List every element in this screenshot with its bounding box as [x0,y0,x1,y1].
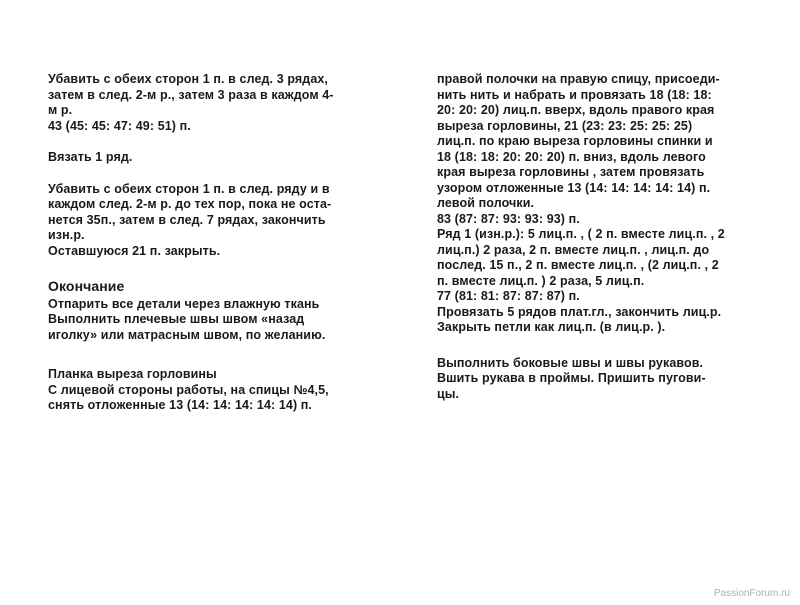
text-line: С лицевой стороны работы, на спицы №4,5, [48,382,329,397]
text-line: цы. [437,386,460,401]
text-line: Закрыть петли как лиц.п. (в лиц.р. ). [437,320,666,334]
section-subheading: Планка выреза горловины [48,367,217,381]
text-line: Отпарить все детали через влажную ткань [48,296,320,311]
paragraph-knit-row [48,150,393,166]
text-line: Убавить с обеих сторон 1 п. в след. ряду и в [48,181,330,196]
text-line: Оставшуюся 21 п. закрыть. [48,243,221,258]
section-heading: Окончание [48,278,125,294]
text-line: изн.р. [48,228,85,242]
text-line: 20: 20: 20) лиц.п. вверх, вдоль правого края [437,103,715,117]
text-line: Ряд 1 (изн.р.): 5 лиц.п. , ( 2 п. вместе лиц.п. , 2 [437,227,725,241]
text-line: Выполнить плечевые швы швом «назад [48,312,305,326]
paragraph-neckband-continued [437,72,782,336]
text-line: каждом след. 2-м р. до тех пор, пока не оста- [48,197,332,211]
text-line: Убавить с обеих сторон 1 п. в след. 3 рядах, [48,72,329,86]
text-line: 77 (81: 81: 87: 87: 87) п. [437,289,580,303]
text-line: снять отложенные 13 (14: 14: 14: 14: 14) п. [48,398,313,412]
text-line: затем в след. 2-м р., затем 3 раза в каждом 4- [48,87,334,102]
section-neckband [48,367,393,414]
paragraph-decrease-1 [48,72,393,134]
left-column [48,72,393,430]
text-line: п. вместе лиц.п. ) 2 раза, 5 лиц.п. [437,273,645,288]
text-line: 83 (87: 87: 93: 93: 93) п. [437,211,580,226]
text-line: правой полочки на правую спицу, присоеди- [437,72,720,86]
text-line: иголку» или матрасным швом, по желанию. [48,327,326,342]
text-line: Вязать 1 ряд. [48,150,133,164]
text-line: Вшить рукава в проймы. Пришить пугови- [437,371,706,385]
text-line: м р. [48,103,73,117]
text-line: узором отложенные 13 (14: 14: 14: 14: 14) п. [437,180,711,195]
paragraph-assembly [437,356,782,403]
text-line: 43 (45: 45: 47: 49: 51) п. [48,118,191,133]
site-watermark: PassionForum.ru [713,588,790,599]
text-line: выреза горловины, 21 (23: 23: 25: 25: 25) [437,118,693,133]
text-line: левой полочки. [437,196,535,210]
section-finishing [48,279,393,343]
text-line: лиц.п.) 2 раза, 2 п. вместе лиц.п. , лиц.п. до [437,242,710,257]
text-line: нется 35п., затем в след. 7 рядах, закончить [48,212,326,227]
text-line: Выполнить боковые швы и швы рукавов. [437,355,704,370]
text-line: Провязать 5 рядов плат.гл., закончить лиц.р. [437,304,722,319]
paragraph-decrease-2 [48,182,393,260]
text-line: края выреза горловины , затем провязать [437,165,705,179]
right-column [437,72,782,418]
text-line: послед. 15 п., 2 п. вместе лиц.п. , (2 лиц.п. , 2 [437,258,719,272]
text-line: 18 (18: 18: 20: 20: 20) п. вниз, вдоль левого [437,149,706,164]
text-line: нить нить и набрать и провязать 18 (18: 18: [437,87,712,102]
text-line: лиц.п. по краю выреза горловины спинки и [437,134,713,148]
